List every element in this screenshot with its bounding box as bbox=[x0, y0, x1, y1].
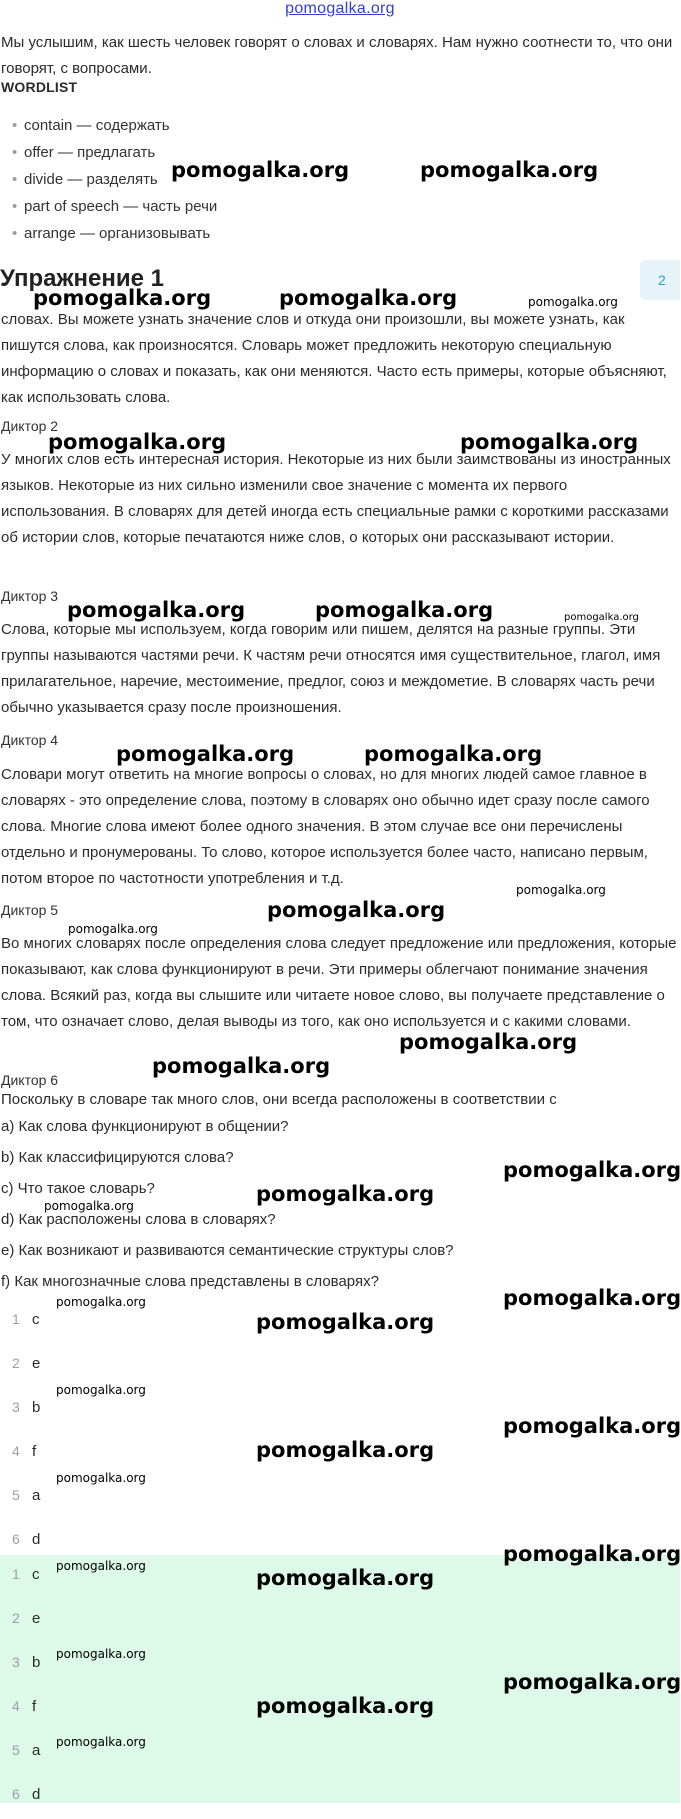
speaker-2-text: У многих слов есть интересная история. Некоторые из них были заимствованы из иностранных языков. Некоторые из них сильно изменили свое значение с момента их первого использования. В словарях для детей иногда есть специальные рамки с короткими рассказами об истории слов, которые печатаются ниже слов, о которых они рассказывают истории. bbox=[1, 451, 671, 546]
watermark: pomogalka.org bbox=[44, 1199, 134, 1213]
watermark: pomogalka.org bbox=[56, 1735, 146, 1749]
watermark: pomogalka.org bbox=[171, 158, 350, 182]
answer-row[interactable]: 3 b bbox=[12, 1399, 41, 1416]
watermark: pomogalka.org bbox=[48, 430, 227, 454]
answer-row-correct: 2 e bbox=[12, 1610, 41, 1627]
answer-row[interactable]: 6 d bbox=[12, 1531, 41, 1548]
watermark: pomogalka.org bbox=[528, 295, 618, 309]
watermark: pomogalka.org bbox=[256, 1566, 435, 1590]
speaker-4-label: Диктор 4 bbox=[1, 732, 59, 748]
watermark: pomogalka.org bbox=[420, 158, 599, 182]
watermark: pomogalka.org bbox=[460, 430, 639, 454]
question-item: d) Как расположены слова в словарях? bbox=[1, 1211, 276, 1228]
watermark: pomogalka.org bbox=[399, 1030, 578, 1054]
speaker-5-text: Во многих словарях после определения слова следует предложение или предложения, которые показывают, как слова функционируют в речи. Эти примеры облегчают понимание значения слова. Всякий раз, когда вы слышите или читаете новое слово, вы получаете представление о том, что означает слово, делая выводы из того, как оно используется и с какими словами. bbox=[1, 935, 677, 1030]
list-item: • arrange — организовывать bbox=[12, 225, 211, 242]
question-item: a) Как слова функционируют в общении? bbox=[1, 1118, 289, 1135]
answer-row[interactable]: 2 e bbox=[12, 1355, 41, 1372]
speaker-2-label: Диктор 2 bbox=[1, 418, 59, 434]
watermark: pomogalka.org bbox=[503, 1542, 681, 1566]
watermark: pomogalka.org bbox=[56, 1559, 146, 1573]
speaker-3-text: Слова, которые мы используем, когда говорим или пишем, делятся на разные группы. Эти группы называются частями речи. К частям речи относятся имя существительное, глагол, имя прилагательное, наречие, местоимение, предлог, союз и междометие. В словарях часть речи обычно указывается сразу после произношения. bbox=[1, 621, 661, 716]
watermark: pomogalka.org bbox=[256, 1694, 435, 1718]
answer-row-correct: 3 b bbox=[12, 1654, 41, 1671]
watermark: pomogalka.org bbox=[152, 1054, 331, 1078]
watermark: pomogalka.org bbox=[503, 1286, 681, 1310]
intro-text: Мы услышим, как шесть человек говорят о словах и словарях. Нам нужно соотнести то, что они говорят, с вопросами. bbox=[1, 34, 673, 77]
watermark: pomogalka.org bbox=[56, 1471, 146, 1485]
watermark: pomogalka.org bbox=[503, 1158, 681, 1182]
question-item: c) Что такое словарь? bbox=[1, 1180, 155, 1197]
watermark: pomogalka.org bbox=[364, 742, 543, 766]
answer-row[interactable]: 1 c bbox=[12, 1311, 40, 1328]
watermark: pomogalka.org bbox=[503, 1414, 681, 1438]
speaker-5-label: Диктор 5 bbox=[1, 902, 59, 918]
wordlist-title: WORDLIST bbox=[1, 79, 78, 95]
watermark: pomogalka.org bbox=[116, 742, 295, 766]
answer-row-correct: 1 c bbox=[12, 1566, 40, 1583]
watermark: pomogalka.org bbox=[503, 1670, 681, 1694]
watermark: pomogalka.org bbox=[256, 1438, 435, 1462]
watermark: pomogalka.org bbox=[67, 598, 246, 622]
watermark: pomogalka.org bbox=[56, 1647, 146, 1661]
answer-row-correct: 5 a bbox=[12, 1742, 41, 1759]
watermark: pomogalka.org bbox=[516, 883, 606, 897]
watermark: pomogalka.org bbox=[33, 286, 212, 310]
watermark: pomogalka.org bbox=[56, 1295, 146, 1309]
list-item: • offer — предлагать bbox=[12, 144, 156, 161]
list-item: • part of speech — часть речи bbox=[12, 198, 218, 215]
site-link[interactable]: pomogalka.org bbox=[285, 0, 395, 17]
watermark: pomogalka.org bbox=[256, 1310, 435, 1334]
watermark: pomogalka.org bbox=[267, 898, 446, 922]
answer-row-correct: 6 d bbox=[12, 1786, 41, 1803]
watermark: pomogalka.org bbox=[279, 286, 458, 310]
watermark: pomogalka.org bbox=[56, 1383, 146, 1397]
answer-row[interactable]: 4 f bbox=[12, 1443, 37, 1460]
speaker-3-label: Диктор 3 bbox=[1, 588, 59, 604]
question-item: f) Как многозначные слова представлены в словарях? bbox=[1, 1273, 379, 1290]
speaker-4-text: Словари могут ответить на многие вопросы о словах, но для многих людей самое главное в словарях - это определение слова, поэтому в словарях оно обычно идет сразу после самого слова. Многие слова имеют более одного значения. В этом случае все они перечислены отдельно и пронумерованы. То слово, которое используется более часто, написано первым, потом второе по частотности употребления и т.д. bbox=[1, 766, 650, 887]
watermark: pomogalka.org bbox=[68, 922, 158, 936]
answer-row-correct: 4 f bbox=[12, 1698, 37, 1715]
watermark: pomogalka.org bbox=[315, 598, 494, 622]
watermark: pomogalka.org bbox=[256, 1182, 435, 1206]
page-tab[interactable]: 2 bbox=[640, 260, 680, 300]
exercise-title: Упражнение 1 bbox=[0, 265, 164, 292]
speaker-1-text: словах. Вы можете узнать значение слов и откуда они произошли, вы можете узнать, как пишутся слова, как произносятся. Словарь может предложить некоторую специальную информацию о словах и показать, как они меняются. Часто есть примеры, которые объясняют, как использовать слова. bbox=[1, 311, 667, 406]
speaker-6-text: Поскольку в словаре так много слов, они всегда расположены в соответствии с bbox=[1, 1091, 557, 1108]
question-item: e) Как возникают и развиваются семантические структуры слов? bbox=[1, 1242, 454, 1259]
list-item: • divide — разделять bbox=[12, 171, 158, 188]
question-item: b) Как классифицируются слова? bbox=[1, 1149, 234, 1166]
watermark: pomogalka.org bbox=[564, 612, 639, 623]
list-item: • contain — содержать bbox=[12, 117, 170, 134]
speaker-6-label: Диктор 6 bbox=[1, 1072, 59, 1088]
answer-row[interactable]: 5 a bbox=[12, 1487, 41, 1504]
